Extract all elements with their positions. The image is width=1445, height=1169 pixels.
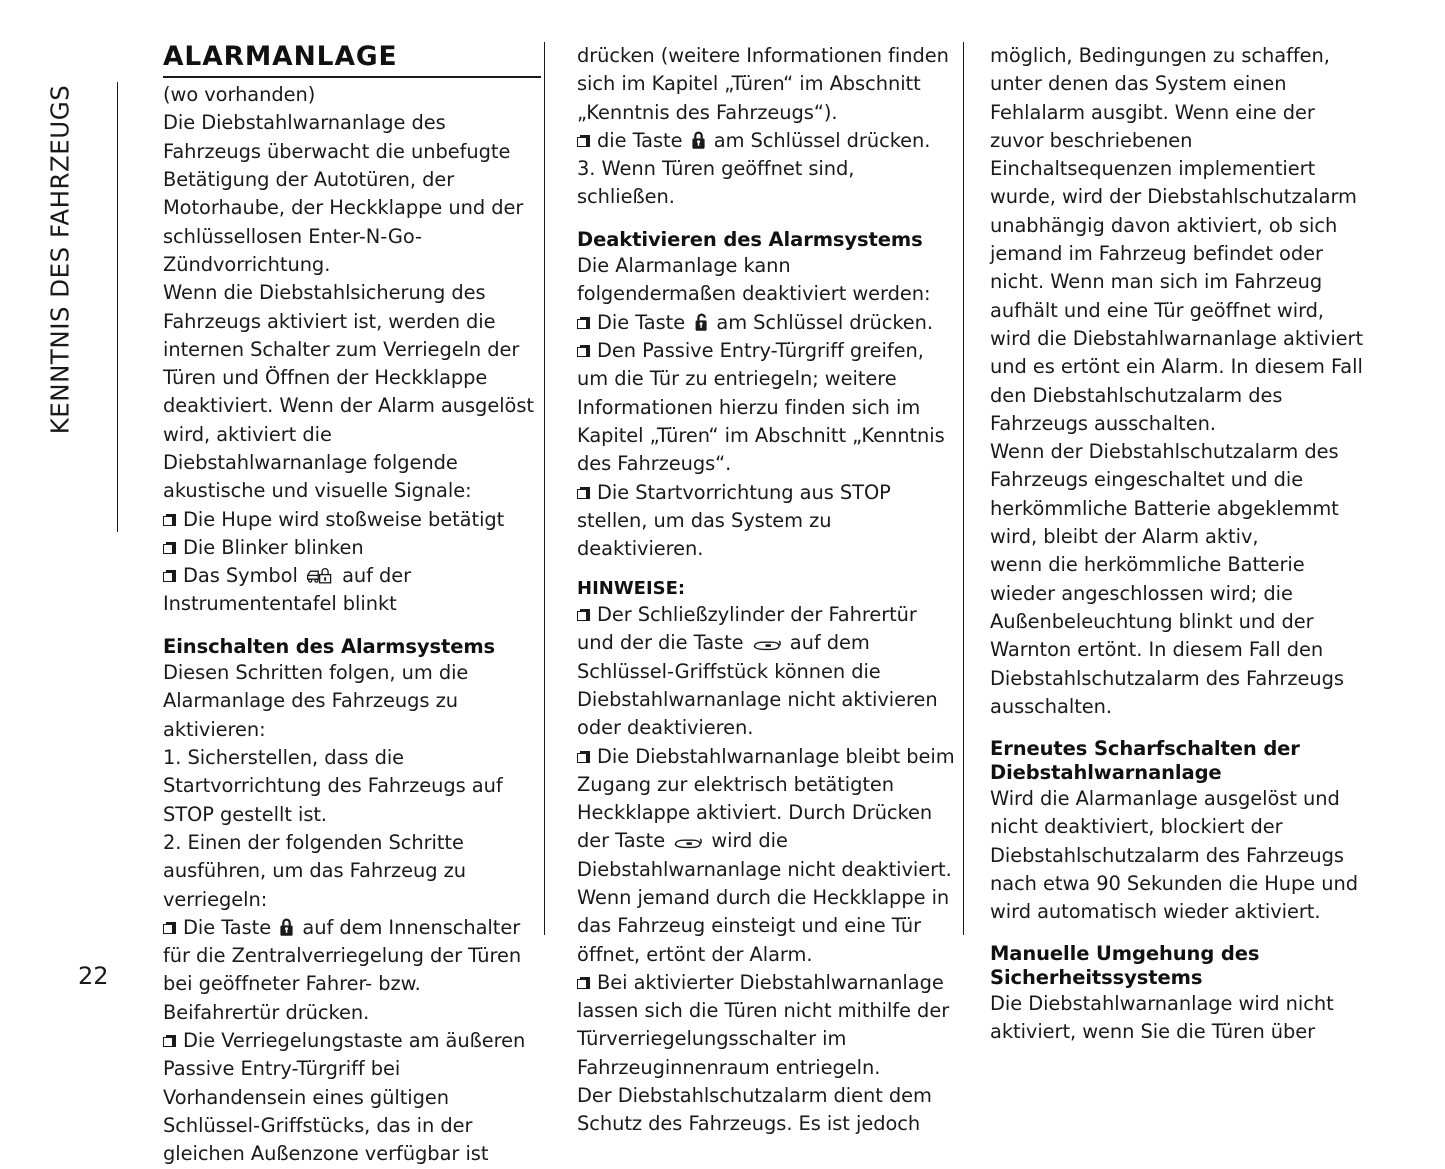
list-item bbox=[577, 127, 955, 155]
padlock-closed-icon bbox=[691, 131, 706, 150]
car-with-padlock-icon bbox=[306, 566, 334, 585]
list-item bbox=[577, 969, 955, 1082]
list-item bbox=[163, 914, 541, 1027]
shadow-square-bullet-icon bbox=[163, 542, 176, 555]
list-item bbox=[163, 1027, 541, 1168]
arm-intro-paragraph: Diesen Schritten folgen, um die Alarmanlage des Fahrzeugs zu aktivieren: bbox=[163, 661, 469, 741]
rearm-paragraph: Wird die Alarmanlage ausgelöst und nicht deaktiviert, blockiert der Diebstahlschutzalarm des Fahrzeugs nach etwa 90 Sekunden die Hupe und wird automatisch wieder aktiviert. bbox=[990, 786, 1358, 924]
shadow-square-bullet-icon bbox=[577, 135, 590, 148]
list-item-label: Die Hupe wird stoßweise betätigt bbox=[183, 507, 505, 531]
notes-tail-paragraph: Der Diebstahlschutzalarm dient dem Schutz des Fahrzeugs. Es ist jedoch bbox=[577, 1084, 932, 1136]
page-number: 22 bbox=[78, 962, 109, 990]
section-heading-arm: Einschalten des Alarmsystems bbox=[163, 634, 496, 658]
arm-step-3: 3. Wenn Türen geöffnet sind, schließen. bbox=[577, 157, 855, 209]
list-item-label: Die Taste bbox=[183, 915, 272, 939]
intro-paragraph-2: Wenn die Diebstahlsicherung des Fahrzeugs aktiviert ist, werden die internen Schalter zum Verriegeln der Türen und Öffnen der Heckklappe deaktiviert. Wenn der Alarm ausgelöst wird, aktiviert die Diebstahlwarnanlage folgende akustische und visuelle Signale: bbox=[163, 281, 534, 503]
list-item-label: Die Diebstahlwarnanlage bleibt beim Zugang zur elektrisch betätigten Heckklappe aktiviert. Durch Drücken der Taste bbox=[577, 744, 955, 853]
padlock-closed-icon bbox=[279, 918, 294, 937]
column-1 bbox=[163, 41, 541, 1166]
list-item-label: Bei aktivierter Diebstahlwarnanlage lassen sich die Türen nicht mithilfe der Türverriegelungsschalter im Fahrzeuginnenraum entriegeln. bbox=[577, 970, 950, 1079]
list-item-label: Die Blinker blinken bbox=[183, 535, 364, 559]
continuation-paragraph-2: Wenn der Diebstahlschutzalarm des Fahrzeugs eingeschaltet und die herkömmliche Batterie abgeklemmt wird, bleibt der Alarm aktiv, bbox=[990, 440, 1339, 549]
list-item-label: Den Passive Entry-Türgriff greifen, um die Tür zu entriegeln; weitere Informationen hierzu finden sich im Kapitel „Türen“ im Abschnitt „Kenntnis des Fahrzeugs“. bbox=[577, 339, 945, 476]
shadow-square-bullet-icon bbox=[163, 514, 176, 527]
column-2 bbox=[577, 42, 955, 1136]
list-item-label-cont: wird die Diebstahlwarnanlage nicht deaktiviert. Wenn jemand durch die Heckklappe in das Fahrzeug einsteigt und eine Tür öffnet, ertönt der Alarm. bbox=[577, 829, 952, 966]
list-item bbox=[577, 601, 955, 742]
list-item bbox=[577, 479, 955, 564]
list-item-label: Die Taste bbox=[597, 310, 686, 334]
shadow-square-bullet-icon bbox=[577, 977, 590, 990]
list-item bbox=[163, 534, 541, 562]
list-item bbox=[163, 506, 541, 534]
shadow-square-bullet-icon bbox=[577, 345, 590, 358]
side-tab-divider bbox=[117, 82, 118, 532]
section-heading-rearm: Erneutes Scharfschalten der Diebstahlwarnanlage bbox=[990, 737, 1300, 784]
shadow-square-bullet-icon bbox=[577, 317, 590, 330]
bypass-paragraph: Die Diebstahlwarnanlage wird nicht aktiviert, wenn Sie die Türen über bbox=[990, 992, 1334, 1044]
continuation-paragraph: drücken (weitere Informationen finden sich im Kapitel „Türen“ im Abschnitt „Kenntnis des Fahrzeugs“). bbox=[577, 44, 949, 124]
list-item bbox=[577, 743, 955, 969]
chapter-side-tab-label: KENNTNIS DES FAHRZEUGS bbox=[45, 84, 75, 435]
intro-paragraph-1: Die Diebstahlwarnanlage des Fahrzeugs überwacht die unbefugte Betätigung der Autotüren, der Motorhaube, der Heckklappe und der schlüssellosen Enter-N-Go-Zündvorrichtung. bbox=[163, 111, 524, 276]
shadow-square-bullet-icon bbox=[577, 751, 590, 764]
arm-step-2: 2. Einen der folgenden Schritte ausführen, um das Fahrzeug zu verriegeln: bbox=[163, 830, 466, 911]
list-item-label: die Taste bbox=[597, 128, 683, 152]
column-divider-2 bbox=[963, 42, 964, 935]
car-liftgate-open-icon bbox=[673, 835, 703, 850]
disarm-intro-paragraph: Die Alarmanlage kann folgendermaßen deaktiviert werden: bbox=[577, 254, 931, 306]
shadow-square-bullet-icon bbox=[163, 922, 176, 935]
list-item-label-cont: am Schlüssel drücken. bbox=[716, 310, 934, 334]
continuation-paragraph-1: möglich, Bedingungen zu schaffen, unter denen das System einen Fehlalarm ausgibt. Wenn eine der zuvor beschriebenen Einchaltsequenzen implementiert wurde, wird der Diebstahlschutzalarm unabhängig davon aktiviert, ob sich jemand im Fahrzeug befindet oder nicht. Wenn man sich im Fahrzeug aufhält und eine Tür geöffnet wird, wird die Diebstahlwarnanlage aktiviert und es ertönt ein Alarm. In diesem Fall den Diebstahlschutzalarm des Fahrzeugs ausschalten. bbox=[990, 44, 1364, 435]
continuation-paragraph-3: wenn die herkömmliche Batterie wieder angeschlossen wird; die Außenbeleuchtung blinkt und der Warnton ertönt. In diesem Fall den Diebstahlschutzalarm des Fahrzeugs ausschalten. bbox=[990, 553, 1344, 718]
list-item bbox=[577, 337, 955, 478]
shadow-square-bullet-icon bbox=[577, 487, 590, 500]
list-item bbox=[577, 309, 955, 337]
arm-step-1: 1. Sicherstellen, dass die Startvorrichtung des Fahrzeugs auf STOP gestellt ist. bbox=[163, 746, 503, 826]
shadow-square-bullet-icon bbox=[163, 1035, 176, 1048]
padlock-open-icon bbox=[693, 313, 708, 332]
chapter-side-tab bbox=[0, 40, 120, 530]
section-heading-disarm: Deaktivieren des Alarmsystems bbox=[577, 227, 923, 251]
shadow-square-bullet-icon bbox=[163, 570, 176, 583]
car-liftgate-open-icon bbox=[752, 637, 782, 652]
shadow-square-bullet-icon bbox=[577, 609, 590, 622]
list-item-label-cont: am Schlüssel drücken. bbox=[713, 128, 931, 152]
page-columns bbox=[163, 41, 1378, 1166]
column-3 bbox=[990, 42, 1368, 1044]
column-divider-1 bbox=[544, 42, 545, 935]
section-heading-bypass: Manuelle Umgehung des Sicherheitssystems bbox=[990, 942, 1260, 989]
list-item bbox=[163, 562, 541, 619]
notes-heading: HINWEISE: bbox=[577, 578, 686, 600]
subtitle-availability: (wo vorhanden) bbox=[163, 83, 316, 107]
list-item-label: Die Startvorrichtung aus STOP stellen, um das System zu deaktivieren. bbox=[577, 480, 891, 561]
list-item-label: Das Symbol bbox=[183, 564, 298, 588]
list-item-label-cont: auf der Instrumententafel blinkt bbox=[163, 564, 412, 616]
list-item-label: Die Verriegelungstaste am äußeren Passive Entry-Türgriff bei Vorhandensein eines gültigen Schlüssel-Griffstücks, das in der gleichen Außenzone verfügbar ist bbox=[163, 1029, 526, 1166]
list-item-label: Der Schließzylinder der Fahrertür und der die Taste bbox=[577, 603, 917, 655]
list-item-label-cont: auf dem Schlüssel-Griffstück können die Diebstahlwarnanlage nicht aktivieren oder deaktivieren. bbox=[577, 631, 938, 740]
page-title: ALARMANLAGE bbox=[163, 42, 541, 78]
list-item-label-cont: auf dem Innenschalter für die Zentralverriegelung der Türen bei geöffneter Fahrer- bzw. Beifahrertür drücken. bbox=[163, 915, 522, 1024]
